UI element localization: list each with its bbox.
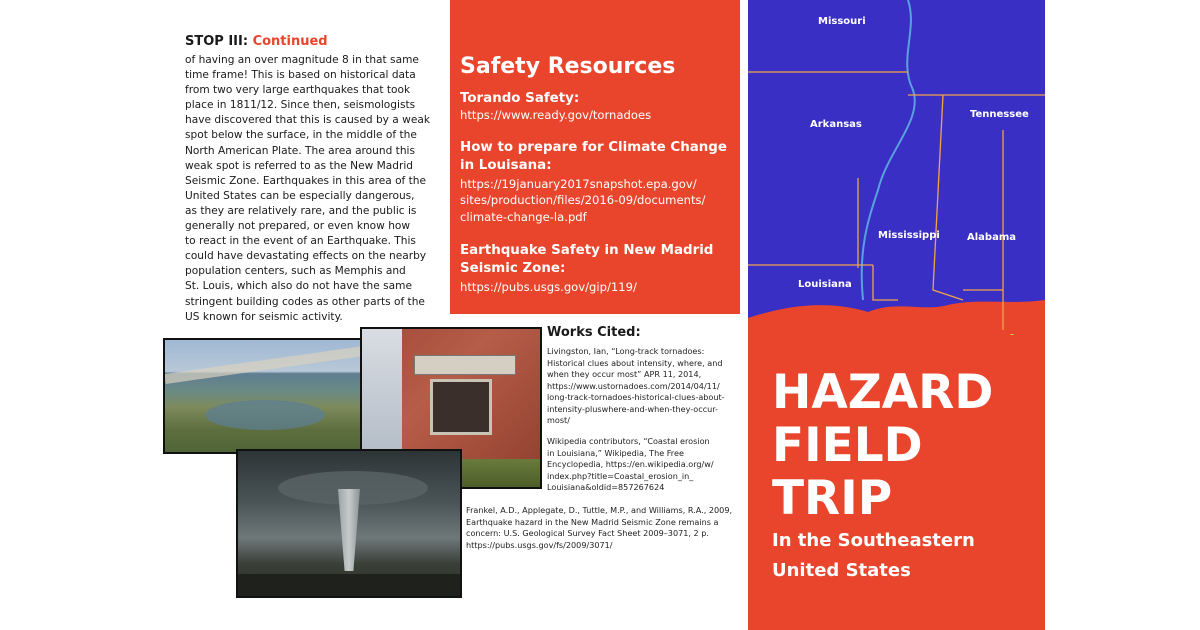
resource-link-earthquake[interactable]: https://pubs.usgs.gov/gip/119/ [460, 280, 637, 294]
cover-title-line-1: HAZARD [772, 365, 994, 420]
cover-title [772, 366, 993, 525]
cover-title-line-2: FIELD [772, 418, 923, 473]
tornado-photo [236, 449, 462, 598]
map-label-tennessee: Tennessee [970, 109, 1029, 120]
map-label-louisiana: Louisiana [798, 279, 852, 290]
marsh-water [205, 400, 325, 430]
resource-link-climate[interactable]: https://19january2017snapshot.epa.gov/ sites/production/files/2016-09/documents/ climate-change-la.pdf [460, 177, 706, 224]
stop-heading [185, 34, 328, 49]
map-label-alabama: Alabama [967, 232, 1016, 243]
coastal-erosion-photo [163, 338, 371, 454]
resource-title-climate: How to prepare for Climate Change in Louisana: [460, 140, 727, 173]
awning [414, 355, 516, 375]
cover-title-line-3: TRIP [772, 471, 893, 526]
resource-title-tornado: Torando Safety: [460, 91, 580, 106]
stop-continued: Continued [252, 34, 328, 49]
stop-body-text: of having an over magnitude 8 in that same time frame! This is based on historical data from two very large earthquakes that took place in 1811/12. Since then, seismologists have discovered that this is caused by a weak spot below the surface, in the middle of the North American Plate. The area around this weak spot is referred to as the New Madrid Seismic Zone. Earthquakes in this area of the United States can be especially dangerous, as they are relatively rare, and the public is generally not prepared, or even know how to react in the event of an Earthquake. This could have devastating effects on the nearby population centers, such as Memphis and St. Louis, which also do not have the same stringent building codes as other parts of the US known for seismic activity. [185, 54, 430, 323]
shoreline [164, 346, 367, 384]
broken-window [430, 379, 492, 435]
stop-label: STOP III: [185, 34, 249, 49]
map-label-missouri: Missouri [818, 16, 866, 27]
resource-title-earthquake: Earthquake Safety in New Madrid Seismic Zone: [460, 243, 714, 276]
resource-link-tornado[interactable]: https://www.ready.gov/tornadoes [460, 108, 652, 122]
citation-1: Livingston, Ian, “Long-track tornadoes: Historical clues about intensity, where, and when they occur most” APR 11, 2014, https://www.ustornadoes.com/2014/04/11/ long-track-tornadoes-historical-clues-about- intensity-pluswhere-and-when-they-occur- most/ [547, 346, 725, 425]
map-label-mississippi: Mississippi [878, 230, 940, 241]
safety-resources-panel [450, 0, 740, 314]
citation-2: Wikipedia contributors, “Coastal erosion in Louisiana,” Wikipedia, The Free Encyclopedia, https://en.wikipedia.org/w/ index.php?title=Coastal_erosion_in_ Louisiana&oldid=857267624 [547, 436, 714, 492]
cover-panel [748, 0, 1045, 630]
cover-subtitle: In the Southeastern United States [772, 530, 975, 581]
safety-title: Safety Resources [460, 54, 676, 79]
map-label-arkansas: Arkansas [810, 119, 862, 130]
map-land [748, 0, 1045, 335]
ground [238, 574, 460, 596]
southeast-us-map [748, 0, 1045, 335]
works-cited-title: Works Cited: [547, 325, 641, 340]
citation-3: Frankel, A.D., Applegate, D., Tuttle, M.P., and Williams, R.A., 2009, Earthquake hazard in the New Madrid Seismic Zone remains a concern: U.S. Geological Survey Fact Sheet 2009–3071, 2 p. https://pubs.usgs.gov/fs/2009/3071/ [466, 505, 733, 550]
tornado-funnel [338, 489, 360, 571]
